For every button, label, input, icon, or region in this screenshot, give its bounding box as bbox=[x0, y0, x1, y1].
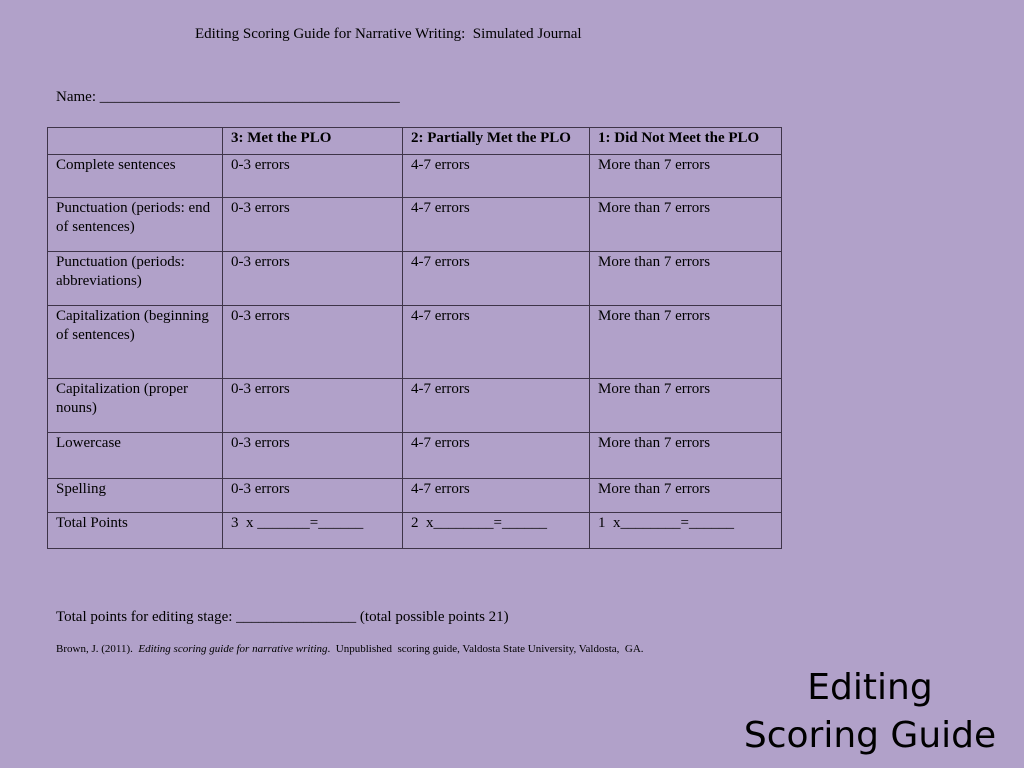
partially-met-cell: 4-7 errors bbox=[403, 379, 590, 433]
header-cell-not-met: 1: Did Not Meet the PLO bbox=[590, 128, 782, 155]
name-field-line: Name: ________________________________________ bbox=[56, 89, 400, 105]
document-title: Editing Scoring Guide for Narrative Writing: Simulated Journal bbox=[195, 26, 582, 42]
table-row bbox=[48, 252, 782, 306]
partially-met-cell: 4-7 errors bbox=[403, 306, 590, 379]
not-met-cell: More than 7 errors bbox=[590, 155, 782, 198]
slide-title bbox=[720, 664, 1020, 760]
partially-met-cell: 4-7 errors bbox=[403, 155, 590, 198]
table-row bbox=[48, 379, 782, 433]
not-met-cell: More than 7 errors bbox=[590, 306, 782, 379]
slide-title-line-1: Editing bbox=[807, 667, 933, 708]
not-met-cell: More than 7 errors bbox=[590, 252, 782, 306]
criteria-cell: Capitalization (beginning of sentences) bbox=[48, 306, 223, 379]
criteria-cell: Lowercase bbox=[48, 433, 223, 479]
criteria-cell: Punctuation (periods: end of sentences) bbox=[48, 198, 223, 252]
table-header-row bbox=[48, 128, 782, 155]
scoring-table bbox=[47, 127, 782, 549]
not-met-cell: More than 7 errors bbox=[590, 433, 782, 479]
table-row bbox=[48, 306, 782, 379]
met-cell: 0-3 errors bbox=[223, 433, 403, 479]
met-cell: 0-3 errors bbox=[223, 252, 403, 306]
met-cell: 0-3 errors bbox=[223, 306, 403, 379]
partially-met-cell: 4-7 errors bbox=[403, 198, 590, 252]
criteria-cell: Complete sentences bbox=[48, 155, 223, 198]
table-row-total bbox=[48, 513, 782, 549]
header-cell-criteria bbox=[48, 128, 223, 155]
partially-met-cell: 4-7 errors bbox=[403, 433, 590, 479]
citation-authors: Brown, J. (2011). bbox=[56, 643, 139, 655]
partially-met-cell: 4-7 errors bbox=[403, 252, 590, 306]
met-cell: 0-3 errors bbox=[223, 379, 403, 433]
partially-met-total-cell: 2 x________=______ bbox=[403, 513, 590, 549]
header-cell-partially-met: 2: Partially Met the PLO bbox=[403, 128, 590, 155]
not-met-cell: More than 7 errors bbox=[590, 198, 782, 252]
not-met-cell: More than 7 errors bbox=[590, 379, 782, 433]
partially-met-cell: 4-7 errors bbox=[403, 479, 590, 513]
met-cell: 0-3 errors bbox=[223, 479, 403, 513]
met-cell: 0-3 errors bbox=[223, 198, 403, 252]
criteria-cell: Spelling bbox=[48, 479, 223, 513]
total-points-line: Total points for editing stage: ________________ (total possible points 21) bbox=[56, 609, 509, 625]
table-row bbox=[48, 479, 782, 513]
citation-details: . Unpublished scoring guide, Valdosta State University, Valdosta, GA. bbox=[327, 643, 644, 655]
criteria-cell: Capitalization (proper nouns) bbox=[48, 379, 223, 433]
not-met-total-cell: 1 x________=______ bbox=[590, 513, 782, 549]
header-cell-met: 3: Met the PLO bbox=[223, 128, 403, 155]
table-row bbox=[48, 198, 782, 252]
met-total-cell: 3 x _______=______ bbox=[223, 513, 403, 549]
criteria-cell: Total Points bbox=[48, 513, 223, 549]
criteria-cell: Punctuation (periods: abbreviations) bbox=[48, 252, 223, 306]
not-met-cell: More than 7 errors bbox=[590, 479, 782, 513]
slide-title-line-2: Scoring Guide bbox=[743, 715, 997, 756]
citation bbox=[56, 643, 644, 655]
table-row bbox=[48, 433, 782, 479]
table-row bbox=[48, 155, 782, 198]
citation-title: Editing scoring guide for narrative writing bbox=[138, 643, 328, 655]
met-cell: 0-3 errors bbox=[223, 155, 403, 198]
